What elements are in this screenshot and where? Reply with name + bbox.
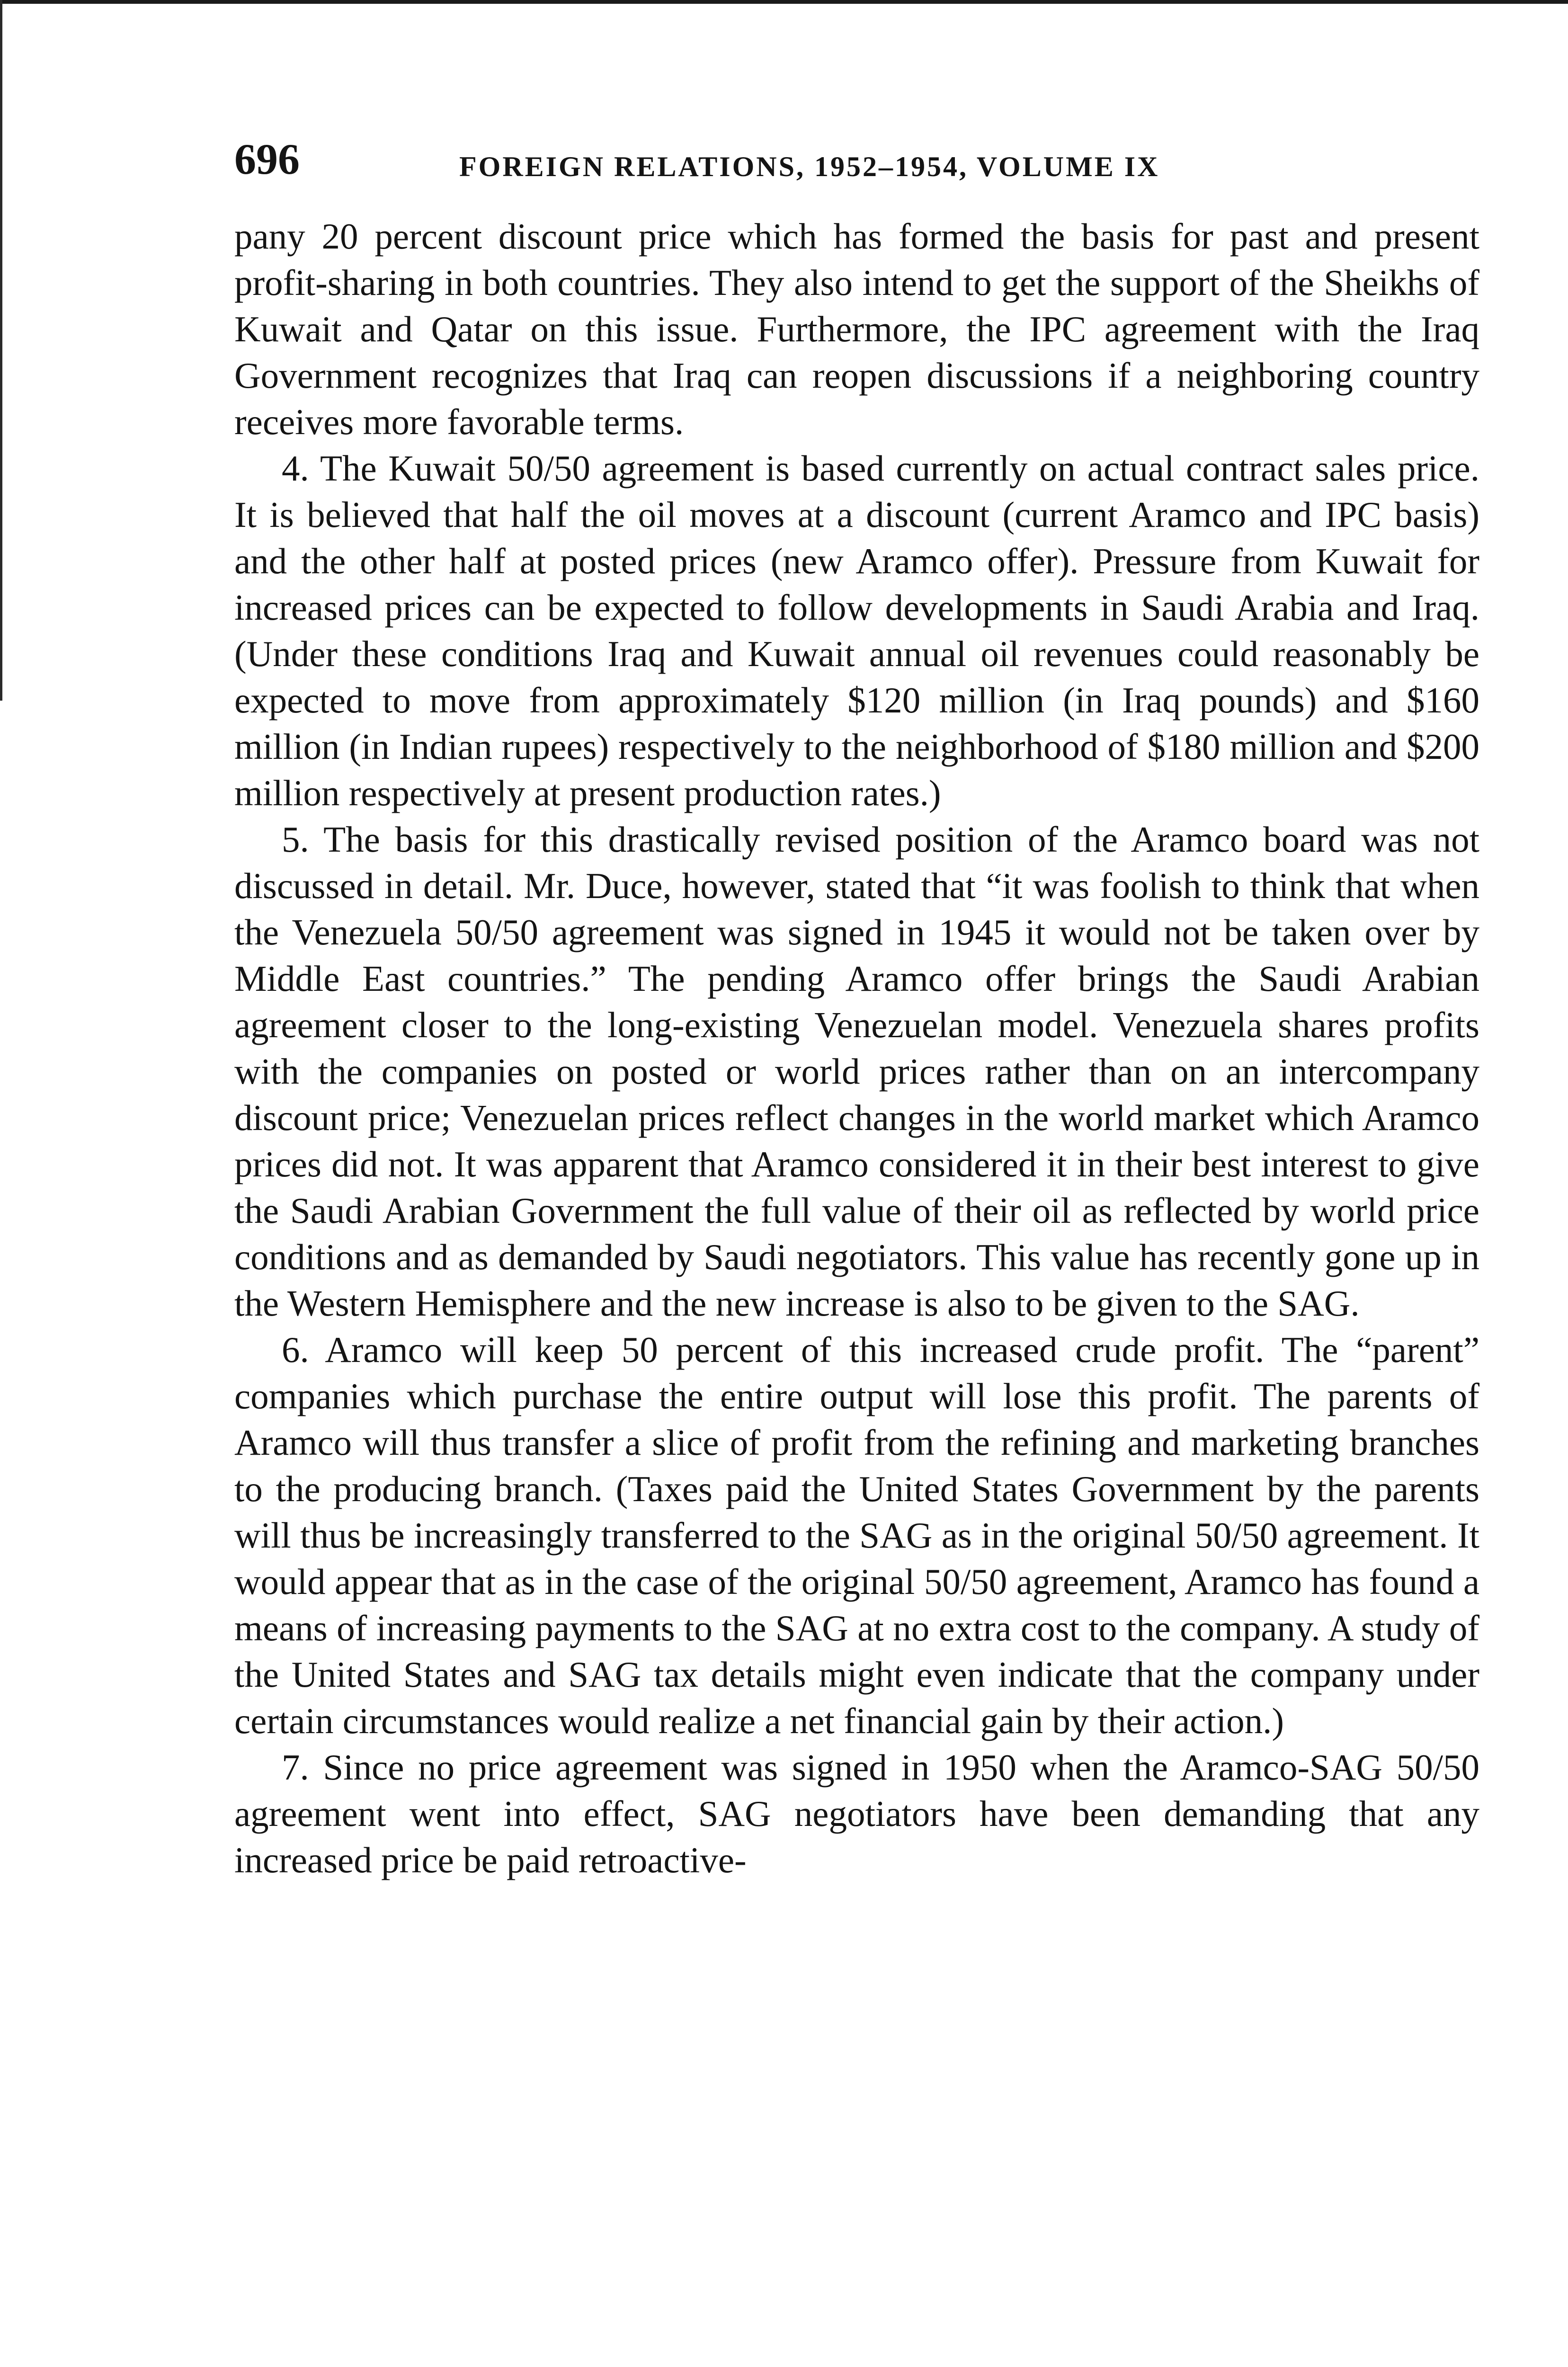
running-head-title: FOREIGN RELATIONS, 1952–1954, VOLUME IX — [459, 151, 1160, 182]
running-head — [234, 137, 1479, 213]
paragraph-continued: pany 20 percent discount price which has formed the basis for past and present profit-sharing in both countries. They also intend to get the support of the Sheikhs of Kuwait and Qatar on this issue. Furthermore, the IPC agreement with the Iraq Government recognizes that Iraq can reopen discussions if a neighboring country receives more favorable terms. — [234, 216, 1479, 442]
paragraph-5: 5. The basis for this drastically revised position of the Aramco board was not discussed in detail. Mr. Duce, however, stated that “it was foolish to think that when the Venezuela 50/50 agreement was signed in 1945 it would not be taken over by Middle East countries.” The pending Aramco offer brings the Saudi Arabian agreement closer to the long-existing Venezuelan model. Venezuela shares profits with the companies on posted or world prices rather than on an intercompany discount price; Venezuelan prices reflect changes in the world market which Aramco prices did not. It was apparent that Aramco considered it in their best interest to give the Saudi Arabian Government the full value of their oil as reflected by world price conditions and as demanded by Saudi negotiators. This value has recently gone up in the Western Hemisphere and the new increase is also to be given to the SAG. — [234, 819, 1479, 1324]
body-text — [234, 213, 1479, 1883]
scan-border-left — [0, 0, 2, 701]
page-number: 696 — [234, 135, 300, 183]
paragraph-6: 6. Aramco will keep 50 percent of this increased crude profit. The “parent” companies which purchase the entire output will lose this profit. The parents of Aramco will thus transfer a slice of profit from the refining and marketing branches to the producing branch. (Taxes paid the United States Government by the parents will thus be increasingly transferred to the SAG as in the original 50/50 agreement. It would appear that as in the case of the original 50/50 agreement, Aramco has found a means of increasing payments to the SAG at no extra cost to the company. A study of the United States and SAG tax details might even indicate that the company under certain circumstances would realize a net financial gain by their action.) — [234, 1329, 1479, 1741]
paragraph-7: 7. Since no price agreement was signed in 1950 when the Aramco-SAG 50/50 agreement went into effect, SAG negotiators have been demanding that any increased price be paid retroactive- — [234, 1747, 1479, 1880]
scan-border-top — [0, 0, 1568, 4]
document-page — [234, 137, 1479, 1883]
paragraph-4: 4. The Kuwait 50/50 agreement is based currently on actual contract sales price. It is believed that half the oil moves at a discount (current Aramco and IPC basis) and the other half at posted prices (new Aramco offer). Pressure from Kuwait for increased prices can be expected to follow developments in Saudi Arabia and Iraq. (Under these conditions Iraq and Kuwait annual oil revenues could reasonably be expected to move from approximately $120 million (in Iraq pounds) and $160 million (in Indian rupees) respectively to the neighborhood of $180 million and $200 million respectively at present production rates.) — [234, 448, 1479, 813]
